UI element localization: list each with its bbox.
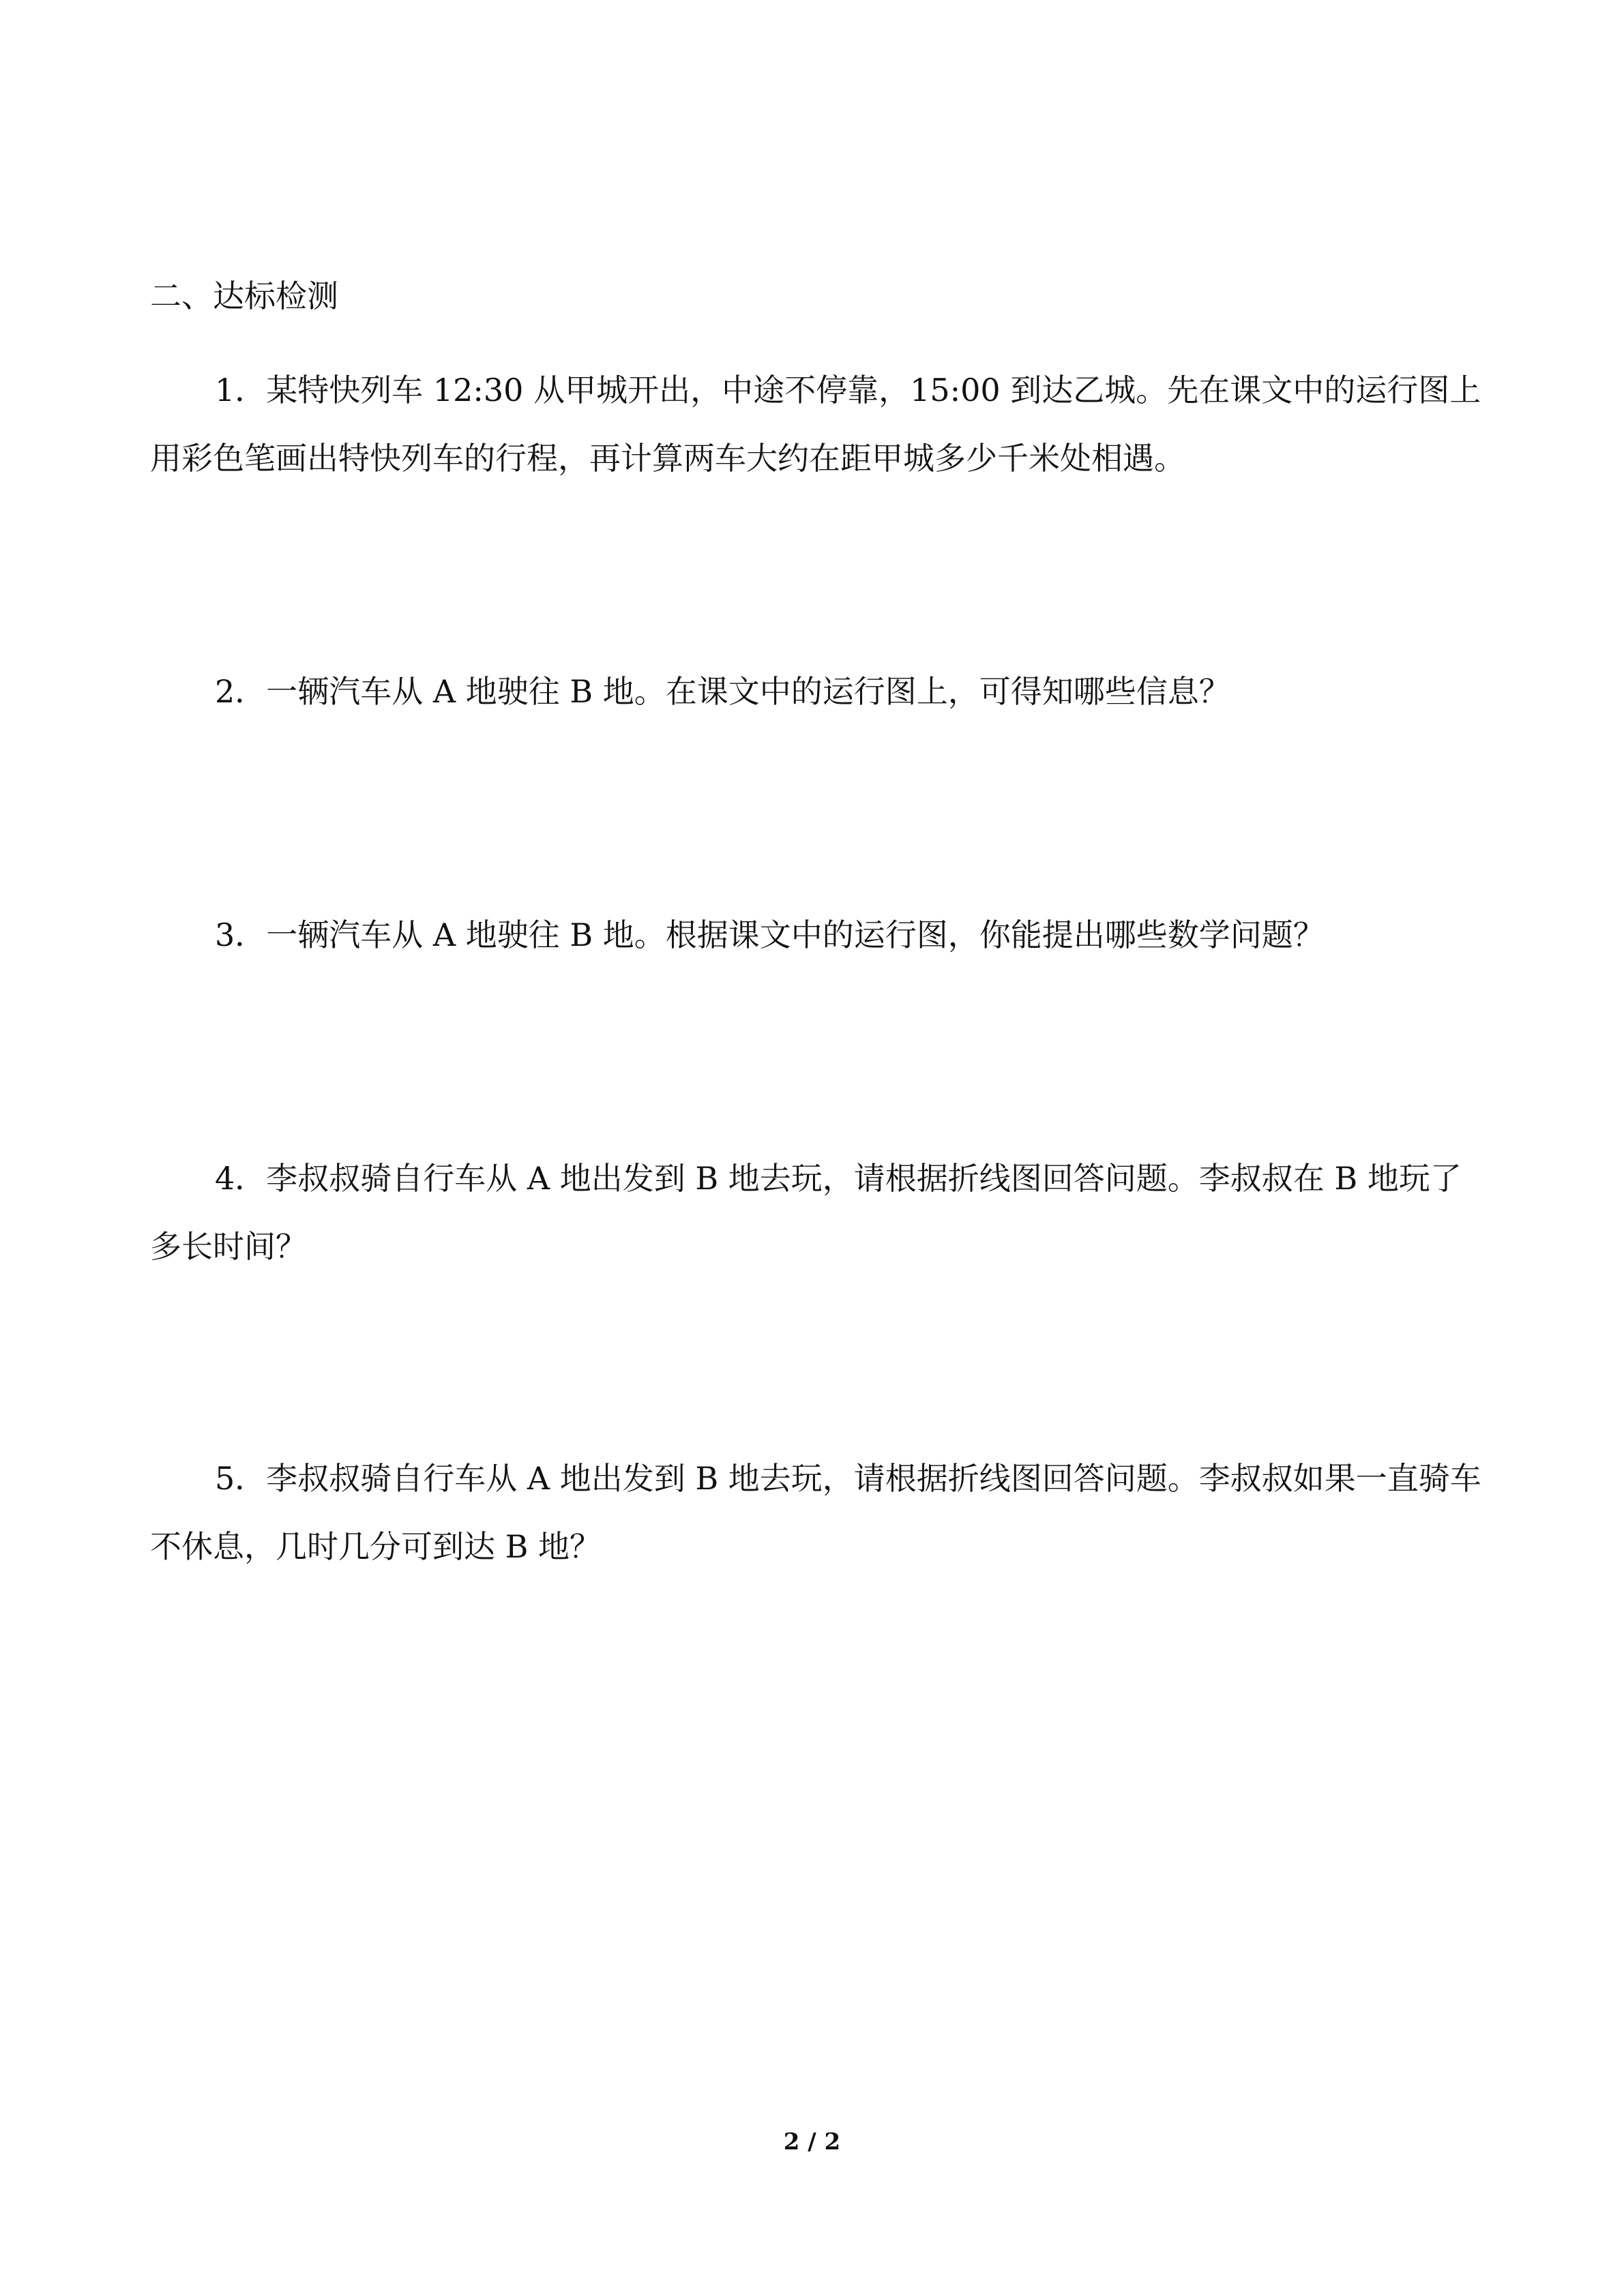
question-2: 2．一辆汽车从 A 地驶往 B 地。在课文中的运行图上，可得知哪些信息？	[215, 673, 1230, 710]
page-number: 2 / 2	[783, 2128, 841, 2156]
question-3: 3．一辆汽车从 A 地驶往 B 地。根据课文中的运行图，你能提出哪些数学问题？	[215, 916, 1325, 953]
section-title: 二、达标检测	[150, 278, 338, 314]
question-1: 1．某特快列车 12:30 从甲城开出，中途不停靠，15:00 到达乙城。先在课文中的运行图上用彩色笔画出特快列车的行程，再计算两车大约在距甲城多少千米处相遇。	[150, 372, 1481, 477]
question-4: 4．李叔叔骑自行车从 A 地出发到 B 地去玩，请根据折线图回答问题。李叔叔在 B 地玩了多长时间？	[150, 1160, 1462, 1265]
question-5: 5．李叔叔骑自行车从 A 地出发到 B 地去玩，请根据折线图回答问题。李叔叔如果一直骑车不休息，几时几分可到达 B 地？	[150, 1460, 1481, 1565]
